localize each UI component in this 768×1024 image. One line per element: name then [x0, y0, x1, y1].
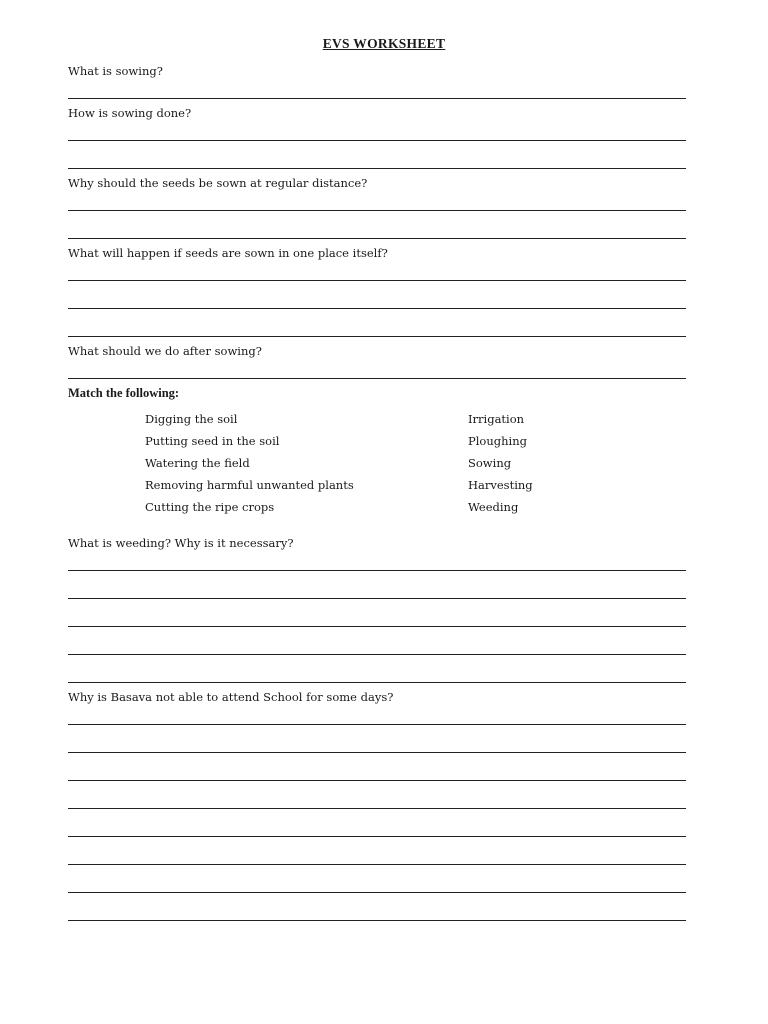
match-right-item: Sowing	[468, 456, 512, 470]
page-title: EVS WORKSHEET	[322, 36, 446, 51]
answer-line	[68, 780, 686, 781]
answer-line	[68, 724, 686, 725]
question-7: Why is Basava not able to attend School for some days?	[68, 690, 394, 704]
match-left-item: Watering the field	[145, 456, 250, 470]
match-left-item: Removing harmful unwanted plants	[145, 478, 354, 492]
answer-line	[68, 570, 686, 571]
answer-line	[68, 598, 686, 599]
answer-line	[68, 168, 686, 169]
match-left-item: Putting seed in the soil	[145, 434, 280, 448]
answer-line	[68, 682, 686, 683]
answer-line	[68, 210, 686, 211]
match-right-item: Weeding	[468, 500, 519, 514]
answer-line	[68, 920, 686, 921]
match-heading: Match the following:	[68, 386, 180, 400]
answer-line	[68, 280, 686, 281]
question-5: What should we do after sowing?	[68, 344, 262, 358]
answer-line	[68, 308, 686, 309]
answer-line	[68, 808, 686, 809]
answer-line	[68, 626, 686, 627]
question-1: What is sowing?	[68, 64, 163, 78]
match-right-item: Ploughing	[468, 434, 527, 448]
question-4: What will happen if seeds are sown in one place itself?	[68, 246, 388, 260]
answer-line	[68, 654, 686, 655]
question-2: How is sowing done?	[68, 106, 192, 120]
answer-line	[68, 98, 686, 99]
match-right-item: Irrigation	[468, 412, 525, 426]
answer-line	[68, 336, 686, 337]
answer-line	[68, 238, 686, 239]
answer-line	[68, 864, 686, 865]
answer-line	[68, 892, 686, 893]
answer-line	[68, 140, 686, 141]
answer-line	[68, 378, 686, 379]
match-left-item: Cutting the ripe crops	[145, 500, 275, 514]
answer-line	[68, 752, 686, 753]
answer-line	[68, 836, 686, 837]
question-3: Why should the seeds be sown at regular distance?	[68, 176, 368, 190]
match-right-item: Harvesting	[468, 478, 533, 492]
match-left-item: Digging the soil	[145, 412, 238, 426]
question-6: What is weeding? Why is it necessary?	[68, 536, 294, 550]
